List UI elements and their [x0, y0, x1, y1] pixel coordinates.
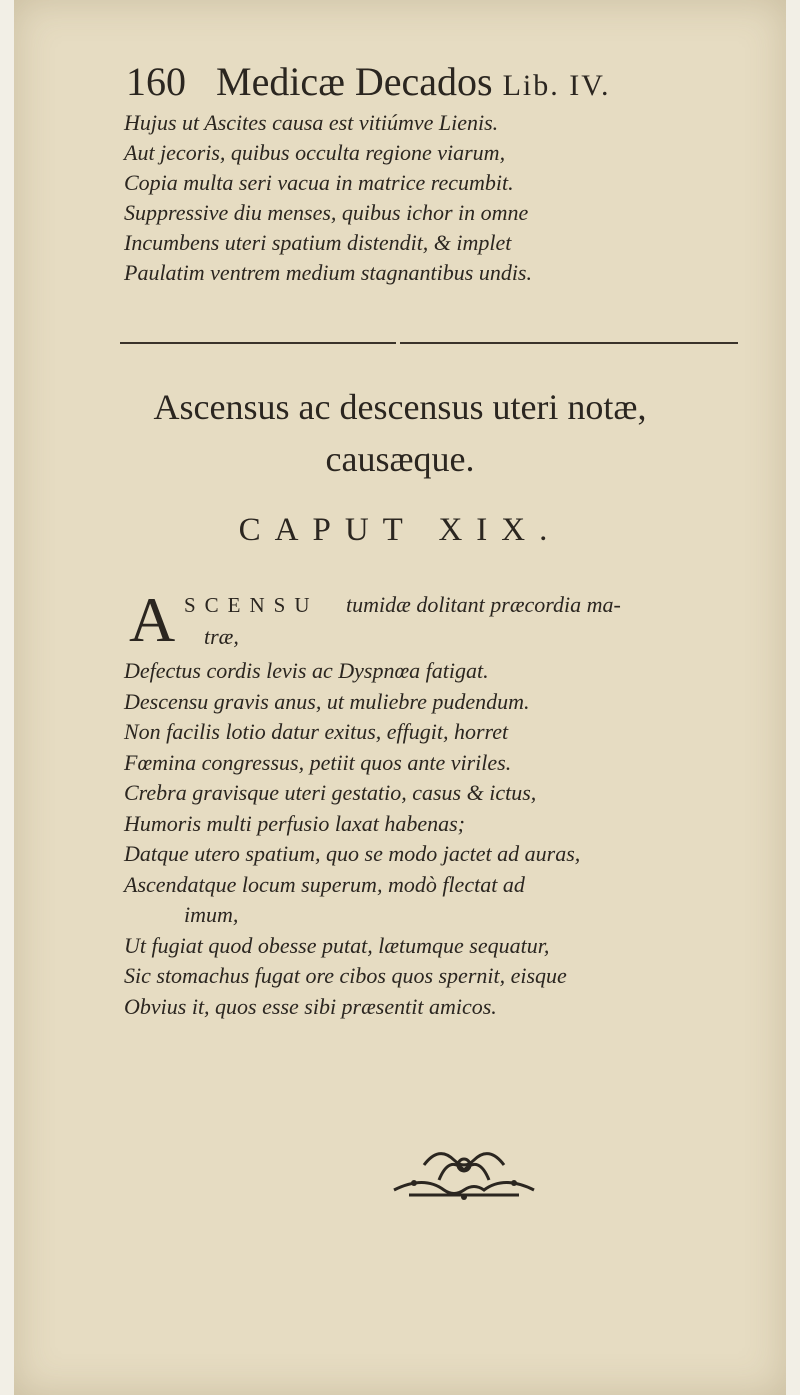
book-page: [14, 0, 786, 1395]
verse-line: Ascendatque locum superum, modò flectat ad: [124, 871, 525, 897]
verse-line: Defectus cordis levis ac Dyspnœa fatigat.: [124, 658, 489, 683]
verse-line: Suppressive diu menses, quibus ichor in omne: [124, 200, 529, 225]
page-number: 160: [126, 59, 186, 104]
first-word-caps: SCENSU: [184, 593, 319, 617]
section-rule-right: [400, 342, 738, 344]
poem-bottom: [124, 656, 580, 1022]
verse-line: Descensu gravis anus, ut muliebre pudendum.: [124, 688, 530, 714]
printer-ornament-icon: [384, 1135, 544, 1205]
verse-line: Hujus ut Ascites causa est vitiúmve Lienis.: [124, 110, 499, 135]
verse-line: imum,: [184, 902, 239, 927]
book-number: Lib. IV.: [502, 69, 611, 102]
verse-line: Sic stomachus fugat ore cibos quos spernit, eisque: [124, 963, 567, 988]
first-line-continuation: træ,: [204, 624, 239, 649]
running-title: Medicæ Decados: [216, 59, 493, 104]
drop-cap: A: [129, 584, 176, 655]
verse-line: Crebra gravisque uteri gestatio, casus & ictus,: [124, 780, 537, 805]
poem-top: [124, 108, 532, 288]
running-header: [126, 58, 611, 105]
verse-line: Obvius it, quos esse sibi præsentit amicos.: [124, 993, 497, 1019]
section-rule-left: [120, 342, 396, 344]
verse-line: Non facilis lotio datur exitus, effugit, horret: [124, 719, 509, 744]
first-line-rest: tumidæ dolitant præcordia ma-: [346, 592, 621, 617]
verse-line: Fœmina congressus, petiit quos ante viriles.: [124, 749, 512, 775]
verse-line: Aut jecoris, quibus occulta regione viarum,: [124, 140, 506, 165]
chapter-title-line1: Ascensus ac descensus uteri notæ,: [153, 387, 647, 427]
first-line: [184, 592, 621, 618]
verse-line: Ut fugiat quod obesse putat, lætumque sequatur,: [124, 932, 550, 958]
verse-line: Incumbens uteri spatium distendit, & implet: [124, 230, 512, 255]
verse-line: Paulatim ventrem medium stagnantibus undis.: [124, 260, 532, 285]
chapter-title-line2: causæque.: [325, 439, 475, 479]
chapter-number: CAPUT XIX.: [238, 512, 562, 548]
verse-line: Copia multa seri vacua in matrice recumbit.: [124, 170, 514, 195]
verse-line: Humoris multi perfusio laxat habenas;: [124, 810, 465, 836]
verse-line: Datque utero spatium, quo se modo jactet ad auras,: [124, 841, 581, 866]
